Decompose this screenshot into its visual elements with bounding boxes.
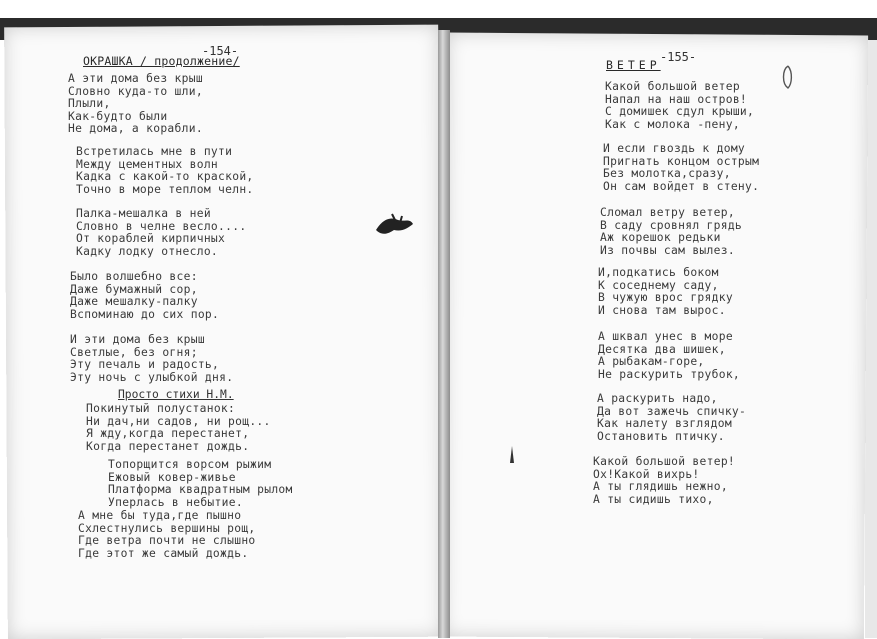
page-heading-left: ОКРАШКА / продолжение/ — [83, 54, 240, 68]
poem-line: Платформа квадратным рылом — [108, 483, 293, 496]
poem-line: Точно в море теплом челн. — [76, 182, 254, 196]
poem-line: А ты сидишь тихо, — [593, 492, 714, 506]
poem-line: Десятка два шишек, — [598, 342, 726, 356]
poem-line: Было волшебно все: — [70, 270, 198, 283]
poem-line: Палка-мешалка в ней — [76, 207, 211, 220]
poem-line: В саду сровнял грядь — [600, 218, 743, 232]
poem-line: Где этот же самый дождь. — [78, 546, 249, 560]
poem-line: И эти дома без крыш — [70, 333, 205, 346]
poem-line: А раскурить надо, — [597, 392, 718, 405]
poem-line: Сломал ветру ветер, — [600, 206, 735, 219]
poem-line: Ох!Какой вихрь! — [593, 467, 700, 481]
poem-line: Какой большой ветер! — [593, 455, 736, 468]
poem-line: В чужую врос грядку — [598, 291, 733, 304]
poem-line: Как-будто были — [68, 109, 168, 123]
poem-line: Между цементных волн — [76, 157, 219, 171]
poem-line: И если гвоздь к дому — [603, 142, 746, 155]
pencil-mark-icon — [778, 64, 798, 90]
poem-line: Плыли, — [68, 97, 111, 110]
poem-line: Покинутый полустанок: — [86, 402, 236, 415]
page-heading-right: ВЕТЕР — [606, 58, 661, 72]
poem-line: И снова там вырос. — [598, 303, 726, 317]
poem-line: Какой большой ветер — [605, 80, 740, 93]
poem-line: Пригнать концом острым — [603, 154, 760, 168]
poem-line: Словно куда-то шли, — [68, 84, 203, 98]
poem-line: Я жду,когда перестанет, — [86, 427, 250, 440]
poem-line: Без молотка,сразу, — [603, 167, 731, 180]
book-gutter — [438, 30, 450, 638]
poem-line: Да вот зажечь спичку- — [597, 404, 747, 418]
section-subheading: Просто стихи Н.М. — [118, 388, 234, 401]
poem-line: Аж корешок редьки — [600, 231, 721, 244]
poem-line: А эти дома без крыш — [68, 72, 203, 85]
poem-line: Эту печаль и радость, — [70, 358, 220, 371]
poem-line: Светлые, без огня; — [70, 345, 198, 359]
poem-line: С домишек сдул крыши, — [605, 105, 755, 118]
poem-line: Даже бумажный сор, — [70, 282, 198, 296]
poem-line: Остановить птичку. — [597, 429, 725, 443]
poem-line: Встретилась мне в пути — [76, 145, 233, 158]
poem-line: Когда перестанет дождь. — [86, 439, 250, 453]
poem-line: Ни дач,ни садов, ни рощ... — [86, 414, 271, 428]
poem-line: Из почвы сам вылез. — [600, 243, 735, 257]
page-number-right: -155- — [660, 50, 697, 64]
poem-line: Словно в челне весло.... — [76, 219, 247, 233]
poem-line: Кадку лодку отнесло. — [76, 244, 219, 258]
poem-line: Топорщится ворсом рыжим — [108, 458, 272, 471]
poem-line: Даже мешалку-палку — [70, 295, 198, 308]
poem-line: Кадка с какой-то краской, — [76, 170, 254, 183]
poem-line: Как налету взглядом — [597, 417, 732, 430]
poem-line: Вспоминаю до сих пор. — [70, 307, 220, 321]
poem-line: Как с молока -пену, — [605, 117, 740, 131]
poem-line: А ты глядишь нежно, — [593, 480, 728, 493]
poem-line: Где ветра почти не слышно — [78, 534, 256, 547]
spot-mark-icon — [508, 445, 516, 465]
ink-blot-icon — [372, 210, 416, 238]
poem-line: К соседнему саду, — [598, 278, 719, 292]
poem-line: А шквал унес в море — [598, 330, 733, 343]
poem-line: Он сам войдет в стену. — [603, 179, 760, 193]
poem-line: А мне бы туда,где пышно — [78, 509, 242, 522]
poem-line: Не раскурить трубок, — [598, 367, 741, 381]
poem-line: Уперлась в небытие. — [108, 495, 243, 509]
poem-line: Эту ночь с улыбкой дня. — [70, 370, 234, 384]
poem-line: Не дома, а корабли. — [68, 122, 203, 135]
poem-line: А рыбакам-горе, — [598, 355, 705, 368]
page-number-left: -154- — [202, 44, 239, 58]
poem-line: Ежовый ковер-живье — [108, 470, 236, 484]
poem-line: Схлестнулись вершины рощ, — [78, 521, 256, 535]
poem-line: От кораблей кирпичных — [76, 232, 226, 245]
poem-line: Напал на наш остров! — [605, 92, 748, 106]
poem-line: И,подкатись боком — [598, 266, 719, 279]
